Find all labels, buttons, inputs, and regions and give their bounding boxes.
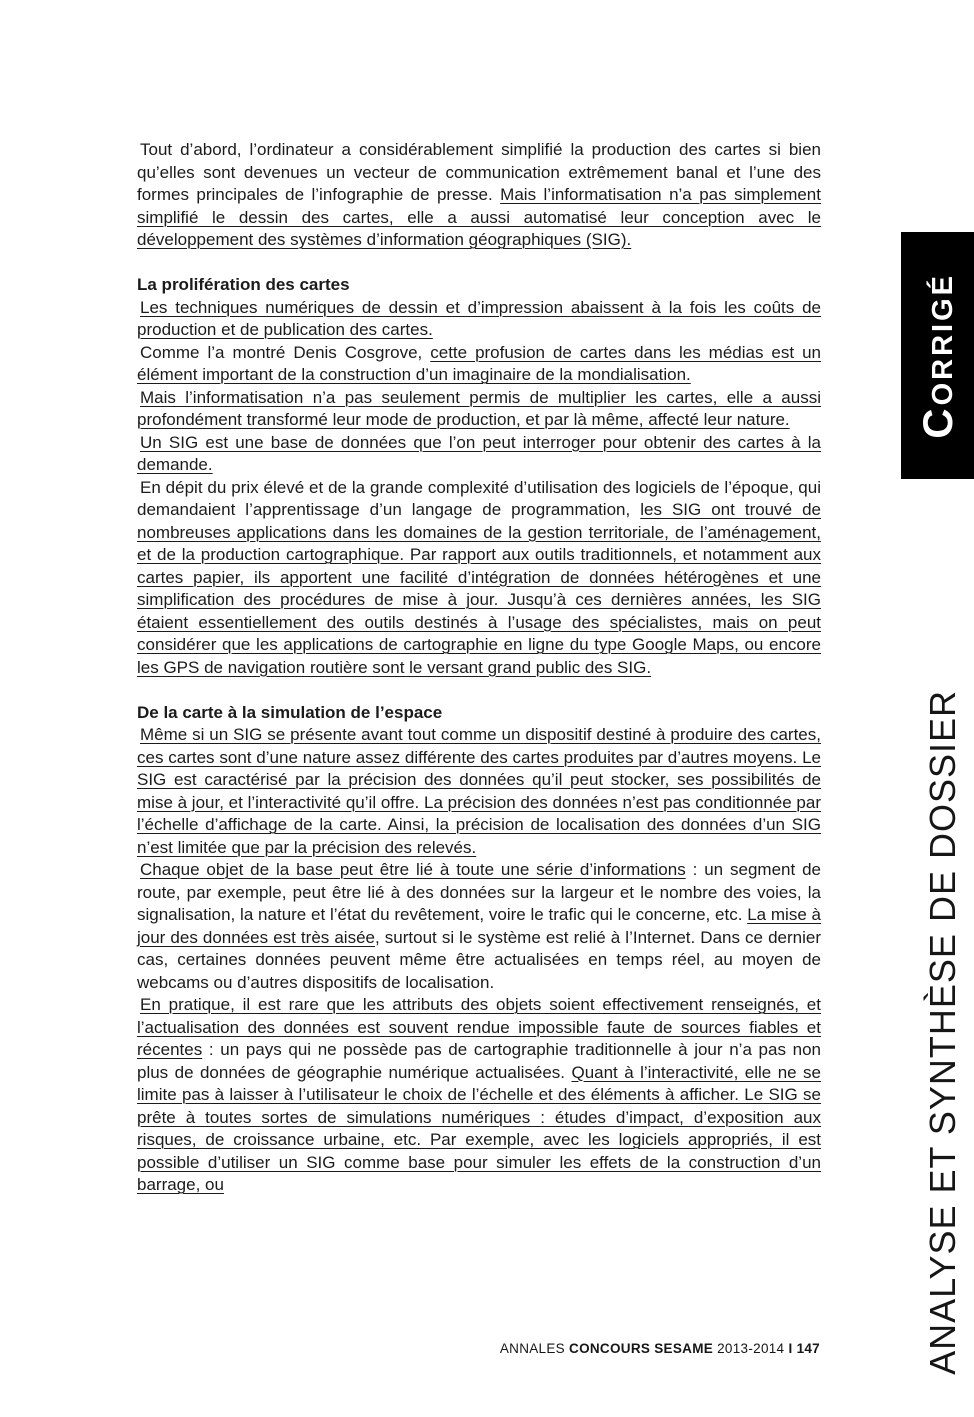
plain-text: , surtout si le système est relié à l’Internet. Dans ce dernier cas, certaines données peuvent même être actualisées en temps réel, au moyen de webcams ou d’autres dispositifs de localisation. [137,927,821,992]
paragraph [137,139,821,252]
underlined-text: Les techniques numériques de dessin et d’impression abaissent à la fois les coûts de production et de publication des cartes. [137,297,821,339]
corrige-band [901,232,974,479]
underlined-text: Même si un SIG se présente avant tout comme un dispositif destiné à produire des cartes, ces cartes sont d’une nature assez différente des cartes produites par d’autres moyens. Le SIG est caractérisé par la précision des données qu’il peut stocker, ses possibilités de mise à jour, et l’interactivité qu’il offre. La précision des données n’est pas conditionnée par l’échelle d’affichage de la carte. Ainsi, la précision de localisation des données d’un SIG n’est limitée que par la précision des relevés. [137,725,821,857]
paragraph [137,477,821,680]
plain-text: Tout d’abord, l’ordinateur a considérablement simplifié la production des cartes si bien qu’elles sont devenues un vecteur de communication extrêmement banal et l’une des formes principales de l’infographie de presse. [137,140,821,204]
plain-text: Comme l’a montré Denis Cosgrove, [140,342,431,362]
main-text [137,139,821,1197]
underlined-text: Un SIG est une base de données que l’on peut interroger pour obtenir des cartes à la demande. [137,432,821,474]
footer-years: 2013-2014 [717,1341,785,1356]
underlined-text: Mais l’informatisation n’a pas seulement permis de multiplier les cartes, elle a aussi profondément transformé leur mode de production, et par là même, affecté leur nature. [137,387,821,429]
underlined-text: cette profusion de cartes dans les médias est un élément important de la construction d’un imaginaire de la mondialisation. [137,342,821,384]
section-vertical-title: ANALYSE ET SYNTHÈSE DE DOSSIER [922,690,963,1375]
footer-annales: ANNALES [499,1341,565,1356]
paragraph [137,342,821,387]
underlined-text: La mise à jour des données est très aisée [137,905,822,947]
paragraph [137,432,821,477]
footer-divider: I [788,1341,793,1356]
corrige-band-label: Corrigé [913,272,961,439]
underlined-text: Chaque objet de la base peut être lié à toute une série d’informations [140,860,686,879]
plain-text: En dépit du prix élevé et de la grande complexité d’utilisation des logiciels de l’époque, qui demandaient l’apprentissage d’un langage de programmation, [137,477,821,519]
paragraph [137,724,821,859]
section-heading: La prolifération des cartes [137,275,350,294]
section-heading: De la carte à la simulation de l’espace [137,702,443,722]
footer-page-number: 147 [796,1341,820,1356]
underlined-text: les SIG ont trouvé de nombreuses applications dans les domaines de la gestion territoriale, de l’aménagement, et de la production cartographique. Par rapport aux outils traditionnels, et notamment aux cartes papier, ils apportent une facilité d’intégration de données hétérogènes et une simplification des procédures de mise à jour. Jusqu’à ces dernières années, les SIG étaient essentiellement des outils destinés à l’usage des spécialistes, mais on peut considérer que les applications de cartographie en ligne du type Google Maps, ou encore les GPS de navigation routière sont le versant grand public des SIG. [137,500,821,677]
paragraph [137,859,821,994]
footer-series: CONCOURS SESAME [569,1341,714,1356]
underlined-text: En pratique, il est rare que les attributs des objets soient effectivement renseignés, et l’actualisation des données est souvent rendue impossible faute de sources fiables et récentes [137,995,821,1059]
plain-text: : un segment de route, par exemple, peut être lié à des données sur la largeur et le nombre des voies, la signalisation, la nature et l’état du revêtement, voire le trafic qui le concerne, etc. [137,860,821,924]
underlined-text: Quant à l’interactivité, elle ne se limite pas à laisser à l’utilisateur le choix de l’échelle et des éléments à afficher. Le SIG se prête à toutes sortes de simulations numériques : études d’impact, d’exposition aux risques, de croissance urbaine, etc. Par exemple, avec les logiciels appropriés, il est possible d’utiliser un SIG comme base pour simuler les effets de la construction d’un barrage, ou [137,1062,821,1194]
underlined-text: Mais l’informatisation n’a pas simplement simplifié le dessin des cartes, elle a aussi automatisé leur conception avec le développement des systèmes d’information géographiques (SIG). [137,185,821,249]
paragraph [137,297,821,342]
paragraph [137,387,821,432]
page-footer [500,1341,820,1356]
plain-text: : un pays qui ne possède pas de cartographie traditionnelle à jour n’a pas non plus de données de géographie numérique actualisées. [137,1040,821,1082]
paragraph [137,994,821,1197]
